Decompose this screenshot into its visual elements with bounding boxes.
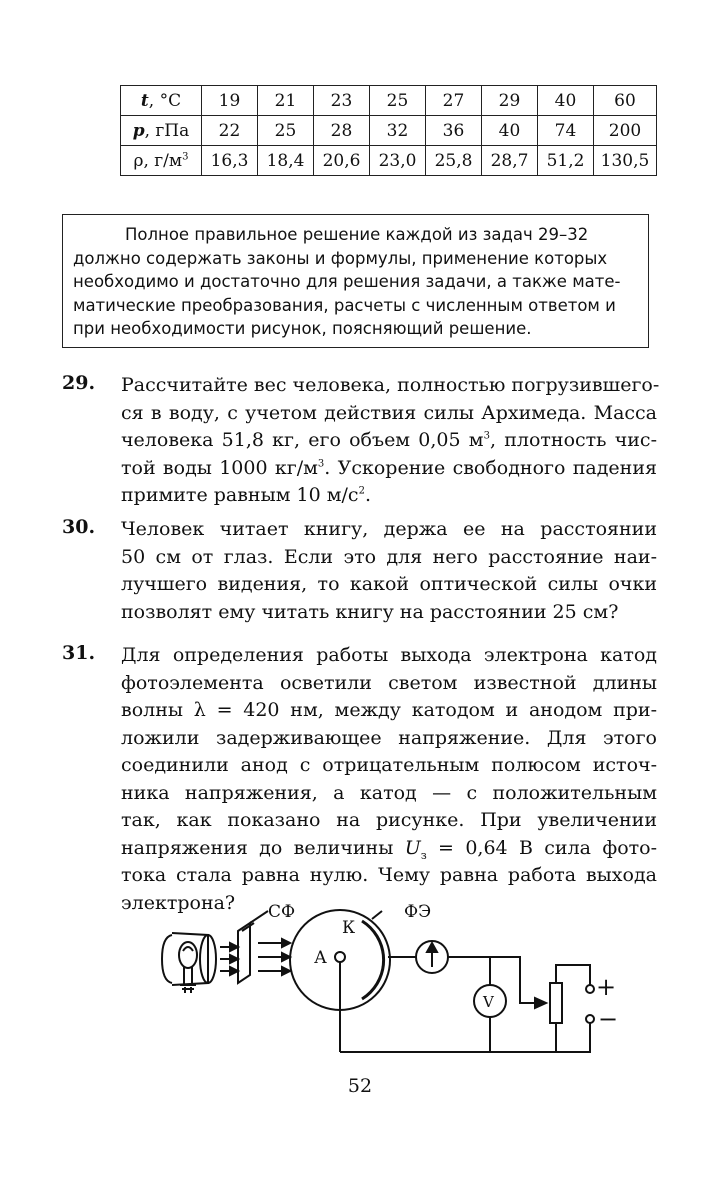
problem-31-text: [121, 642, 657, 917]
table-cell: 18,4: [258, 146, 314, 176]
text-line: напряжения до величины $U_з = 0,64$ В сила фото-: [121, 836, 657, 862]
table-cell: 40: [538, 86, 594, 116]
light-rays-icon: [220, 939, 290, 975]
label-minus: −: [598, 1005, 619, 1033]
light-filter-icon: [238, 923, 254, 983]
table-cell: 22: [202, 116, 258, 146]
text-line: Человек читает книгу, держа ее на расстоянии: [121, 518, 657, 540]
text-line: позволят ему читать книгу на расстоянии 25 см?: [121, 600, 619, 623]
table-cell: 23,0: [370, 146, 426, 176]
note-line: необходимо и достаточно для решения задачи, а также мате-: [73, 272, 621, 291]
table-cell: 28,7: [482, 146, 538, 176]
text-line: ложили задерживающее напряжение. Для этого: [121, 726, 657, 749]
text-line: Для определения работы выхода электрона катод: [121, 644, 657, 666]
table-cell: 16,3: [202, 146, 258, 176]
table-cell: 60: [594, 86, 657, 116]
problem-29-text: [121, 372, 660, 510]
table-cell: 28: [314, 116, 370, 146]
table-cell: 25,8: [426, 146, 482, 176]
text-line: соединили анод с отрицательным полюсом источ-: [121, 754, 657, 776]
ammeter-icon: [416, 941, 448, 973]
data-table: [120, 85, 657, 176]
text-line: Рассчитайте вес человека, полностью погрузившего-: [121, 374, 660, 396]
text-line: фотоэлемента осветили светом известной длины: [121, 671, 657, 694]
table-cell: 23: [314, 86, 370, 116]
rheostat-icon: [340, 965, 590, 1052]
table-cell: 29: [482, 86, 538, 116]
note-line: матические преобразования, расчеты с численным ответом и: [73, 295, 616, 315]
problem-30-number: 30.: [62, 516, 96, 538]
note-line: должно содержать законы и формулы, применение которых: [73, 248, 608, 268]
table-cell: 130,5: [594, 146, 657, 176]
photocell-circuit-diagram: [150, 895, 630, 1065]
table-row-p: [121, 116, 657, 146]
text-line: электрона?: [121, 891, 236, 914]
page-number: 52: [347, 1075, 373, 1097]
text-line: примите равным 10 $м/с^2$.: [121, 484, 371, 506]
table-row-t: [121, 86, 657, 116]
problem-31-number: 31.: [62, 642, 96, 664]
header-t: t, °C: [121, 86, 202, 116]
table-cell: 74: [538, 116, 594, 146]
label-filter: СФ: [268, 902, 296, 922]
problem-29-number: 29.: [62, 372, 96, 394]
text-line: человека 51,8 кг, его объем 0,05 $м^3$, плотность чис-: [121, 429, 657, 451]
label-cathode: К: [342, 918, 356, 938]
lamp-icon: [162, 933, 216, 993]
note-line: Полное правильное решение каждой из задач 29–32: [125, 225, 589, 244]
text-line: ся в воду, с учетом действия силы Архимеда. Масса: [121, 401, 657, 424]
text-line: лучшего видения, то какой оптической силы очки: [121, 573, 657, 595]
table-cell: 25: [370, 86, 426, 116]
table-cell: 36: [426, 116, 482, 146]
table-cell: 27: [426, 86, 482, 116]
note-line: при необходимости рисунок, поясняющий решение.: [73, 319, 532, 338]
text-line: ника напряжения, а катод — с положительным: [121, 781, 657, 804]
table-cell: 40: [482, 116, 538, 146]
table-cell: 51,2: [538, 146, 594, 176]
table-cell: 32: [370, 116, 426, 146]
text-line: так, как показано на рисунке. При увеличении: [121, 809, 657, 831]
table-cell: 25: [258, 116, 314, 146]
label-anode: А: [314, 948, 327, 968]
table-cell: 19: [202, 86, 258, 116]
text-line: 50 см от глаз. Если это для него расстояние наи-: [121, 545, 657, 568]
problem-30-text: [121, 516, 657, 626]
label-photocell: ФЭ: [404, 902, 432, 922]
text-line: той воды 1000 $кг/м^3$. Ускорение свободного падения: [121, 456, 657, 479]
photocell-icon: [290, 910, 390, 1052]
label-voltmeter: V: [483, 993, 494, 1011]
header-p: p, гПа: [121, 116, 202, 146]
label-plus: +: [596, 973, 617, 1001]
table-cell: 21: [258, 86, 314, 116]
text-line: волны λ = 420 нм, между катодом и анодом при-: [121, 699, 657, 721]
terminal-minus-icon: [586, 1015, 594, 1023]
header-rho: ρ, $г/м^3$: [121, 146, 202, 176]
instruction-note: [62, 214, 649, 348]
table-row-rho: [121, 146, 657, 176]
table-cell: 200: [594, 116, 657, 146]
table-cell: 20,6: [314, 146, 370, 176]
text-line: тока стала равна нулю. Чему равна работа выхода: [121, 864, 657, 886]
